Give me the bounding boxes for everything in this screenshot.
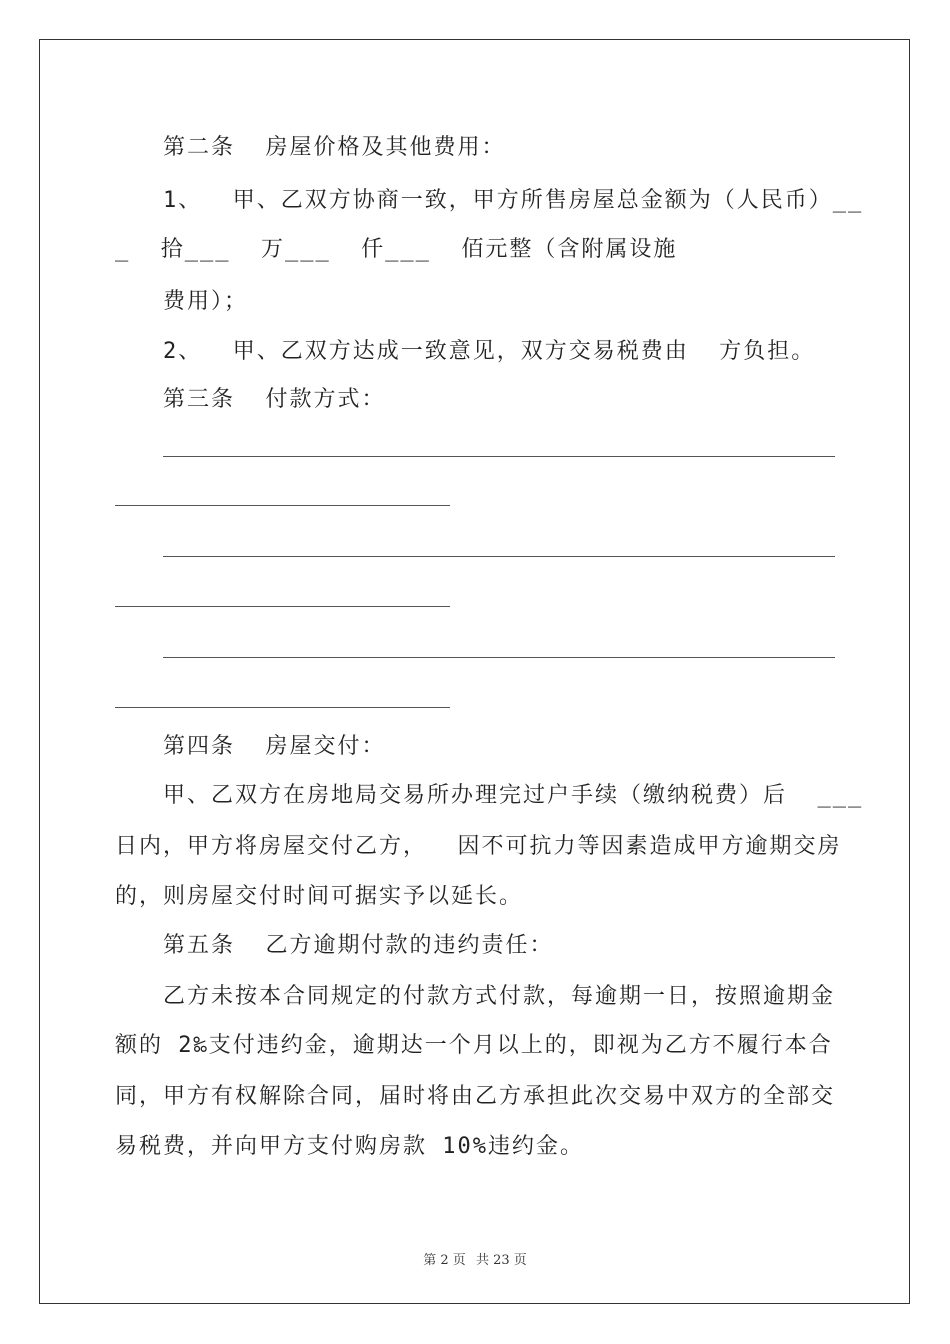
article-3-title: 第三条 付款方式： bbox=[163, 387, 386, 412]
blank-line bbox=[115, 505, 450, 506]
article-2-item-1-cont2: 费用）； bbox=[163, 289, 249, 314]
article-4-body: 甲、乙双方在房地局交易所办理完过户手续（缴纳税费）后 ___ bbox=[163, 783, 864, 808]
page-number: 第 2 页 bbox=[423, 1253, 466, 1268]
article-5-body-cont: 额的 2‰支付违约金，逾期达一个月以上的，即视为乙方不履行本合 bbox=[115, 1033, 833, 1058]
article-4-title: 第四条 房屋交付： bbox=[163, 734, 386, 759]
article-4-body-cont2: 的，则房屋交付时间可据实予以延长。 bbox=[115, 884, 524, 909]
page-footer bbox=[0, 1249, 950, 1268]
article-2-item-2: 2、 甲、乙双方达成一致意见，双方交易税费由 方负担。 bbox=[163, 339, 816, 364]
page-border bbox=[39, 39, 910, 1304]
blank-line bbox=[163, 556, 835, 557]
article-2-item-1: 1、 甲、乙双方协商一致，甲方所售房屋总金额为（人民币）__ bbox=[163, 188, 864, 213]
blank-line bbox=[163, 456, 835, 457]
blank-line bbox=[163, 657, 835, 658]
article-5-title: 第五条 乙方逾期付款的违约责任： bbox=[163, 933, 554, 958]
page-total: 共 23 页 bbox=[475, 1253, 527, 1268]
blank-line bbox=[115, 707, 450, 708]
article-5-body: 乙方未按本合同规定的付款方式付款，每逾期一日，按照逾期金 bbox=[163, 984, 836, 1009]
article-2-title: 第二条 房屋价格及其他费用： bbox=[163, 135, 506, 160]
article-5-body-cont2: 同，甲方有权解除合同，届时将由乙方承担此次交易中双方的全部交 bbox=[115, 1084, 836, 1109]
article-4-body-cont: 日内，甲方将房屋交付乙方， 因不可抗力等因素造成甲方逾期交房 bbox=[115, 834, 842, 859]
article-5-body-cont3: 易税费，并向甲方支付购房款 10%违约金。 bbox=[115, 1134, 584, 1159]
article-2-item-1-cont: _ 拾___ 万___ 仟___ 佰元整（含附属设施 bbox=[115, 237, 678, 262]
blank-line bbox=[115, 606, 450, 607]
